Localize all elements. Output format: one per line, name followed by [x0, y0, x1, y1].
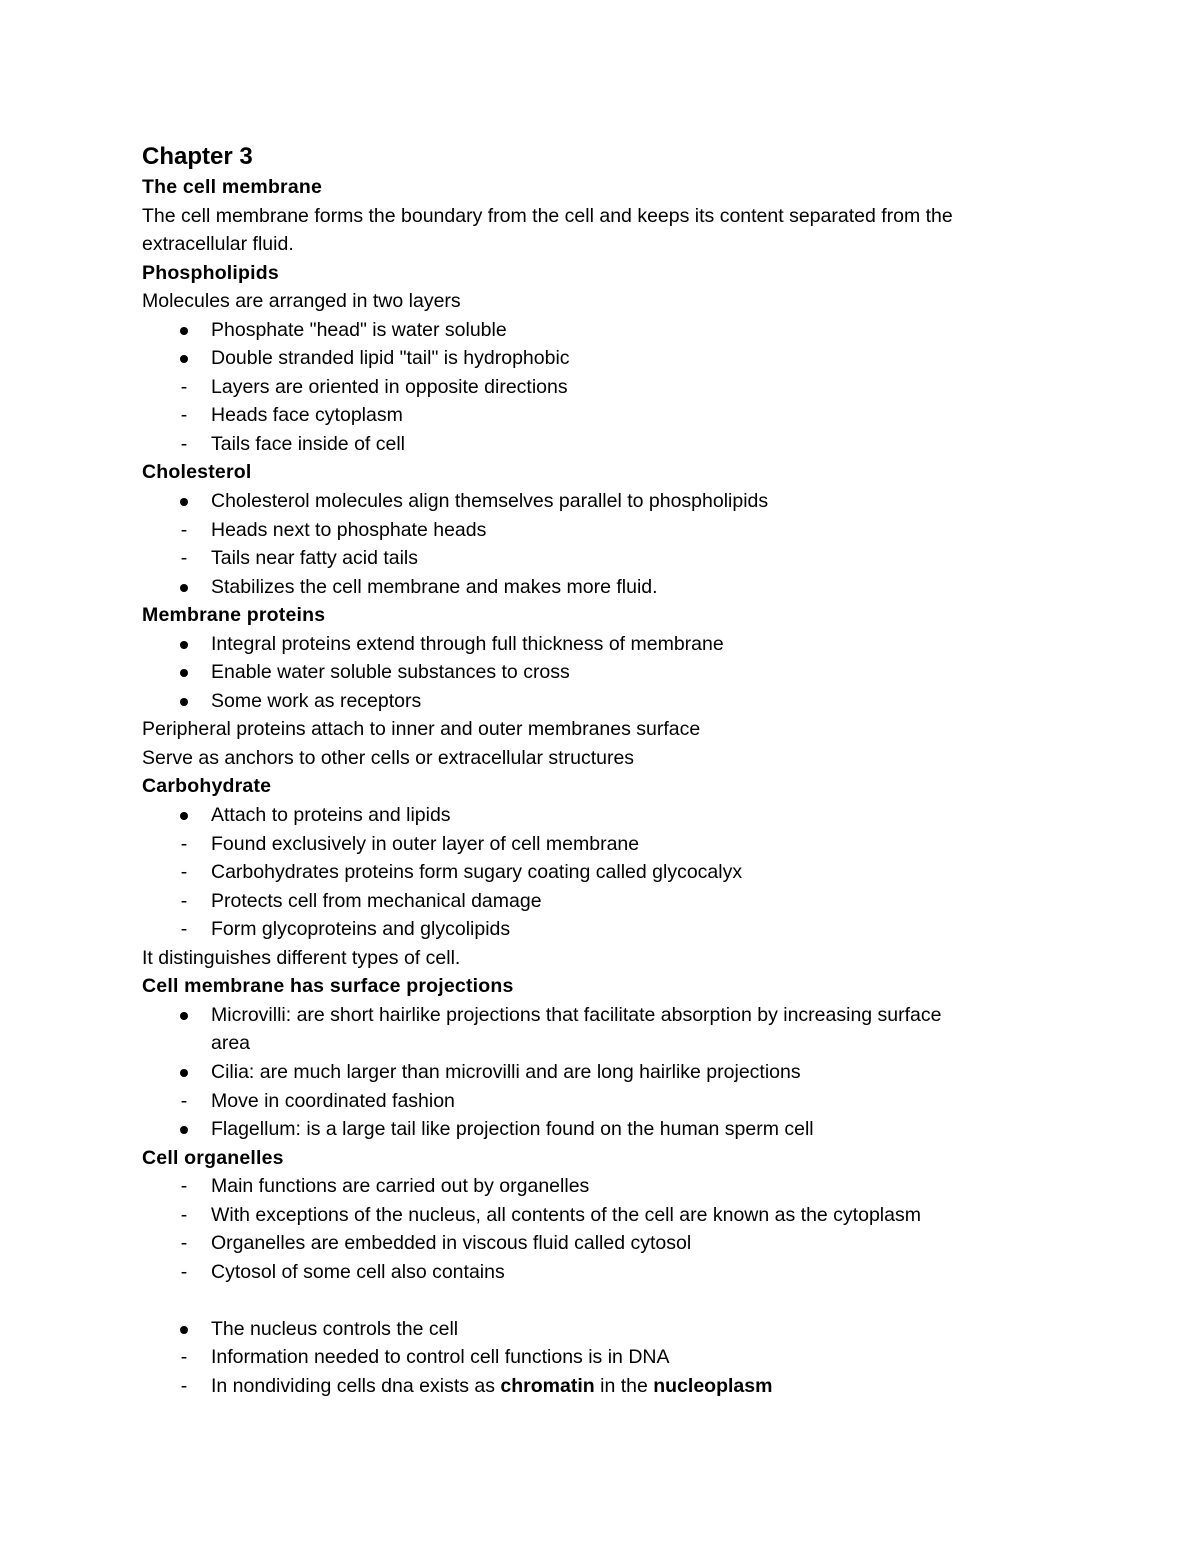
list-item-text: Organelles are embedded in viscous fluid called cytosol	[211, 1232, 692, 1255]
list-item	[142, 1001, 1062, 1030]
list-item-text	[211, 1375, 772, 1397]
list-item	[142, 658, 1062, 687]
list-item-text: With exceptions of the nucleus, all contents of the cell are known as the cytoplasm	[211, 1203, 921, 1226]
list-item	[142, 1172, 1062, 1201]
list-item	[142, 630, 1062, 659]
paragraph-line: Peripheral proteins attach to inner and outer membranes surface	[142, 718, 701, 741]
list-item-text: Move in coordinated fashion	[211, 1089, 455, 1112]
list-item	[142, 516, 1062, 545]
list-item	[142, 887, 1062, 916]
heading-cholesterol: Cholesterol	[142, 461, 252, 484]
list-item-continuation	[142, 1029, 1062, 1058]
list-item	[142, 801, 1062, 830]
list-item	[142, 915, 1062, 944]
heading-cell-organelles: Cell organelles	[142, 1146, 284, 1169]
bold-term-chromatin: chromatin	[500, 1374, 595, 1397]
dash-marker	[174, 1229, 194, 1258]
list-item-text: Form glycoproteins and glycolipids	[211, 918, 511, 941]
list-item-text: Tails near fatty acid tails	[211, 547, 419, 570]
dash-marker	[174, 430, 194, 459]
list-item	[142, 1372, 1062, 1401]
list-item	[142, 687, 1062, 716]
list-item-text: The nucleus controls the cell	[211, 1317, 459, 1340]
list-item-text: Information needed to control cell functions is in DNA	[211, 1346, 670, 1369]
paragraph-line: Molecules are arranged in two layers	[142, 290, 461, 313]
list-item	[142, 1115, 1062, 1144]
dash-marker	[174, 1372, 194, 1401]
list-item-text: Stabilizes the cell membrane and makes more fluid.	[211, 575, 658, 598]
list-item-text: Tails face inside of cell	[211, 432, 406, 455]
bold-term-nucleoplasm: nucleoplasm	[653, 1374, 773, 1397]
list-item-text: Enable water soluble substances to cross	[211, 661, 570, 684]
list-item	[142, 316, 1062, 345]
list-item	[142, 858, 1062, 887]
dash-marker	[174, 1343, 194, 1372]
list-item-text: area	[211, 1032, 251, 1055]
heading-carbohydrate: Carbohydrate	[142, 775, 272, 798]
list-item	[142, 1058, 1062, 1087]
paragraph-line: It distinguishes different types of cell.	[142, 946, 461, 969]
heading-surface-projections: Cell membrane has surface projections	[142, 975, 514, 998]
list-item-text: Carbohydrates proteins form sugary coating called glycocalyx	[211, 861, 743, 884]
list-item-text: Found exclusively in outer layer of cell membrane	[211, 832, 640, 855]
dash-marker	[174, 373, 194, 402]
list-item-text: Some work as receptors	[211, 689, 422, 712]
dash-marker	[174, 1201, 194, 1230]
list-item-text: Cholesterol molecules align themselves parallel to phospholipids	[211, 490, 769, 513]
list-item	[142, 1315, 1062, 1344]
heading-phospholipids: Phospholipids	[142, 261, 279, 284]
list-item	[142, 1258, 1062, 1287]
list-item-text: Integral proteins extend through full thickness of membrane	[211, 632, 724, 655]
dash-marker	[174, 1172, 194, 1201]
text-segment: in the	[594, 1374, 654, 1397]
list-item	[142, 373, 1062, 402]
list-item-text: Cilia: are much larger than microvilli and are long hairlike projections	[211, 1060, 801, 1083]
list-item-text: Attach to proteins and lipids	[211, 804, 451, 827]
dash-marker	[174, 915, 194, 944]
list-item-text: Heads face cytoplasm	[211, 404, 403, 427]
dash-marker	[174, 830, 194, 859]
list-item-text: Layers are oriented in opposite directions	[211, 375, 568, 398]
list-item	[142, 487, 1062, 516]
list-item	[142, 1343, 1062, 1372]
list-item	[142, 1087, 1062, 1116]
dash-marker	[174, 401, 194, 430]
list-item-text: Main functions are carried out by organelles	[211, 1175, 590, 1198]
list-item-text: Cytosol of some cell also contains	[211, 1260, 505, 1283]
list-item	[142, 344, 1062, 373]
dash-marker	[174, 1258, 194, 1287]
list-item	[142, 430, 1062, 459]
heading-cell-membrane: The cell membrane	[142, 176, 323, 198]
blank-line	[142, 1286, 1062, 1315]
document-content	[142, 141, 1062, 1401]
list-item	[142, 573, 1062, 602]
dash-marker	[174, 516, 194, 545]
list-item-text: Protects cell from mechanical damage	[211, 889, 542, 912]
text-segment: In nondividing cells dna exists as	[211, 1374, 501, 1397]
dash-marker	[174, 544, 194, 573]
list-item-text: Flagellum: is a large tail like projection found on the human sperm cell	[211, 1118, 814, 1141]
list-item	[142, 830, 1062, 859]
list-item-text: Phosphate "head" is water soluble	[211, 318, 507, 341]
list-item	[142, 1229, 1062, 1258]
paragraph-line: The cell membrane forms the boundary from the cell and keeps its content separated from the	[142, 204, 953, 227]
list-item	[142, 1201, 1062, 1230]
dash-marker	[174, 887, 194, 916]
dash-marker	[174, 1087, 194, 1116]
list-item	[142, 401, 1062, 430]
heading-membrane-proteins: Membrane proteins	[142, 604, 326, 627]
list-item	[142, 544, 1062, 573]
paragraph-line: Serve as anchors to other cells or extracellular structures	[142, 746, 635, 769]
list-item-text: Double stranded lipid "tail" is hydrophobic	[211, 347, 570, 370]
list-item-text: Heads next to phosphate heads	[211, 518, 487, 541]
page-title: Chapter 3	[142, 143, 253, 170]
dash-marker	[174, 858, 194, 887]
paragraph-line: extracellular fluid.	[142, 233, 294, 256]
list-item-text: Microvilli: are short hairlike projections that facilitate absorption by increasing surface	[211, 1003, 942, 1026]
